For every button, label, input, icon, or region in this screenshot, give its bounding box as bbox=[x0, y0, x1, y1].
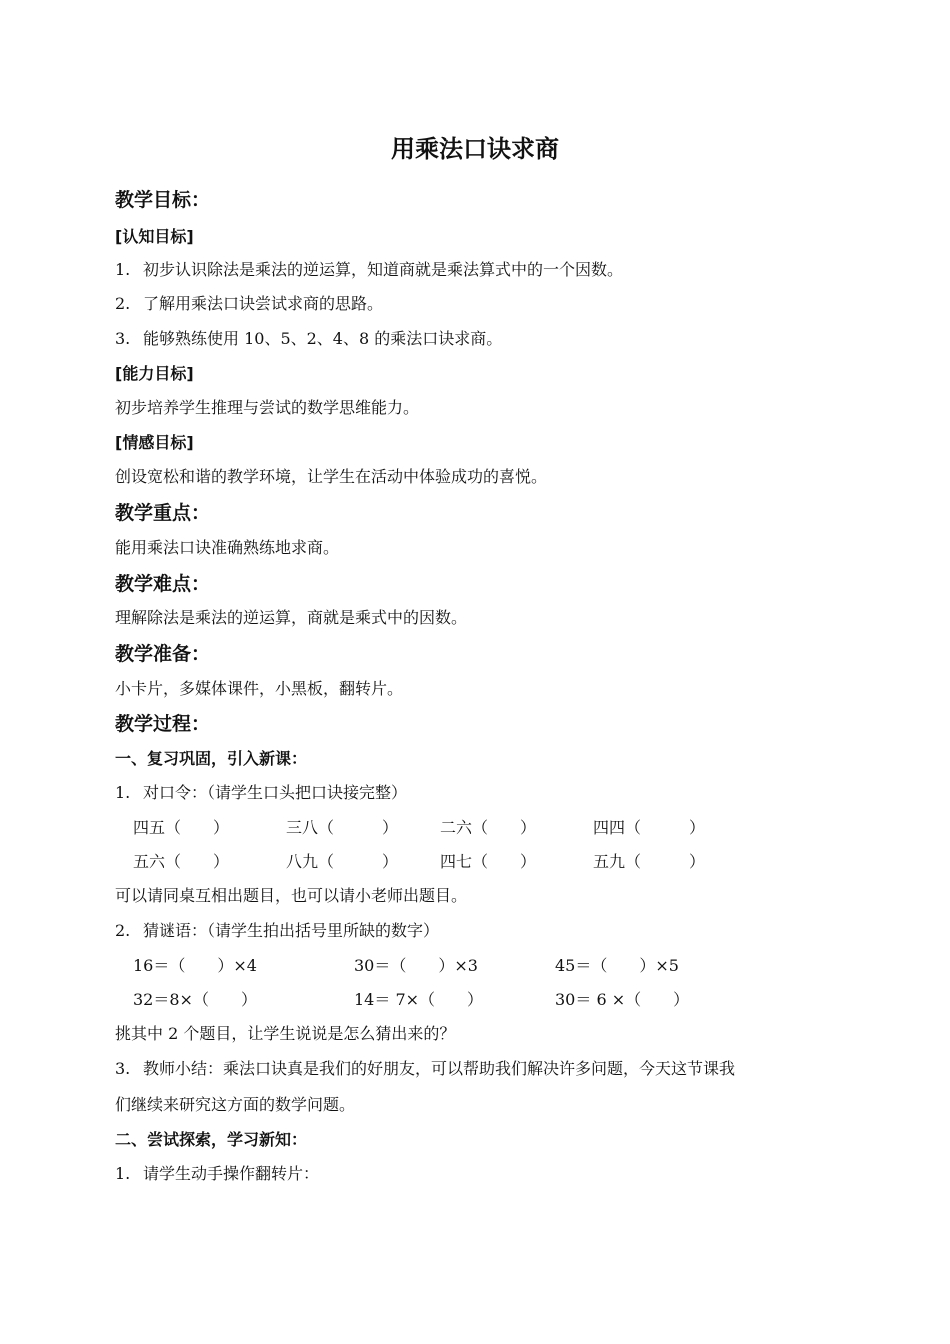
cognitive-goals-label: [认知目标] bbox=[115, 227, 194, 246]
chant-cell: 三八（ ） bbox=[286, 818, 399, 837]
item-text: 请学生动手操作翻转片： bbox=[143, 1164, 320, 1183]
item-number: 3. bbox=[115, 329, 131, 348]
part1-note-2: 挑其中 2 个题目，让学生说说是怎么猜出来的？ bbox=[115, 1024, 456, 1043]
preparation-heading: 教学准备： bbox=[115, 643, 211, 665]
preparation-text: 小卡片，多媒体课件，小黑板，翻转片。 bbox=[115, 679, 404, 698]
item-text: 初步认识除法是乘法的逆运算，知道商就是乘法算式中的一个因数。 bbox=[143, 260, 624, 279]
chant-cell: 四七（ ） bbox=[440, 852, 537, 871]
item-number: 2. bbox=[115, 921, 131, 940]
part1-heading: 一、复习巩固，引入新课： bbox=[115, 749, 308, 768]
item-number: 2. bbox=[115, 294, 131, 313]
cognitive-goal-1 bbox=[115, 258, 623, 282]
difficulty-heading: 教学难点： bbox=[115, 573, 211, 595]
chant-cell: 二六（ ） bbox=[440, 818, 537, 837]
difficulty-text: 理解除法是乘法的逆运算，商就是乘式中的因数。 bbox=[115, 608, 468, 627]
item-number: 1. bbox=[115, 783, 131, 802]
part1-item-1 bbox=[115, 781, 407, 805]
item-text: 教师小结：乘法口诀真是我们的好朋友，可以帮助我们解决许多问题，今天这节课我 bbox=[143, 1059, 736, 1078]
chant-cell: 八九（ ） bbox=[286, 852, 399, 871]
cognitive-goal-2 bbox=[115, 292, 383, 316]
item-text: 猜谜语：（请学生拍出括号里所缺的数字） bbox=[143, 921, 440, 940]
riddle-cell: 30＝ 6 ×（ ） bbox=[555, 990, 690, 1009]
focus-text: 能用乘法口诀准确熟练地求商。 bbox=[115, 538, 340, 557]
process-heading: 教学过程： bbox=[115, 713, 211, 735]
riddle-cell: 45＝（ ）×5 bbox=[555, 956, 679, 975]
part1-item-2 bbox=[115, 919, 439, 943]
emotion-goal-text: 创设宽松和谐的教学环境，让学生在活动中体验成功的喜悦。 bbox=[115, 467, 548, 486]
riddle-cell: 32＝8×（ ） bbox=[133, 990, 257, 1009]
riddle-cell: 14＝ 7×（ ） bbox=[354, 990, 484, 1009]
chant-cell: 五九（ ） bbox=[593, 852, 706, 871]
item-number: 3. bbox=[115, 1059, 131, 1078]
riddle-cell: 30＝（ ）×3 bbox=[354, 956, 478, 975]
riddle-cell: 16＝（ ）×4 bbox=[133, 956, 257, 975]
emotion-goals-label: [情感目标] bbox=[115, 433, 194, 452]
focus-heading: 教学重点： bbox=[115, 502, 211, 524]
ability-goal-text: 初步培养学生推理与尝试的数学思维能力。 bbox=[115, 398, 420, 417]
chant-cell: 四五（ ） bbox=[133, 818, 230, 837]
part1-item-3 bbox=[115, 1057, 735, 1081]
part1-item-3-continued: 们继续来研究这方面的数学问题。 bbox=[115, 1095, 356, 1114]
cognitive-goal-3 bbox=[115, 327, 502, 351]
chant-cell: 四四（ ） bbox=[593, 818, 706, 837]
part2-item-1 bbox=[115, 1162, 319, 1186]
item-number: 1. bbox=[115, 260, 131, 279]
goals-heading: 教学目标： bbox=[115, 189, 211, 211]
document-title: 用乘法口诀求商 bbox=[391, 135, 559, 163]
item-text: 能够熟练使用 10、5、2、4、8 的乘法口诀求商。 bbox=[143, 329, 503, 348]
item-text: 对口令：（请学生口头把口诀接完整） bbox=[143, 783, 408, 802]
part2-heading: 二、尝试探索，学习新知： bbox=[115, 1130, 308, 1149]
chant-cell: 五六（ ） bbox=[133, 852, 230, 871]
ability-goals-label: [能力目标] bbox=[115, 364, 194, 383]
item-text: 了解用乘法口诀尝试求商的思路。 bbox=[143, 294, 384, 313]
item-number: 1. bbox=[115, 1164, 131, 1183]
part1-note-1: 可以请同桌互相出题目，也可以请小老师出题目。 bbox=[115, 886, 468, 905]
